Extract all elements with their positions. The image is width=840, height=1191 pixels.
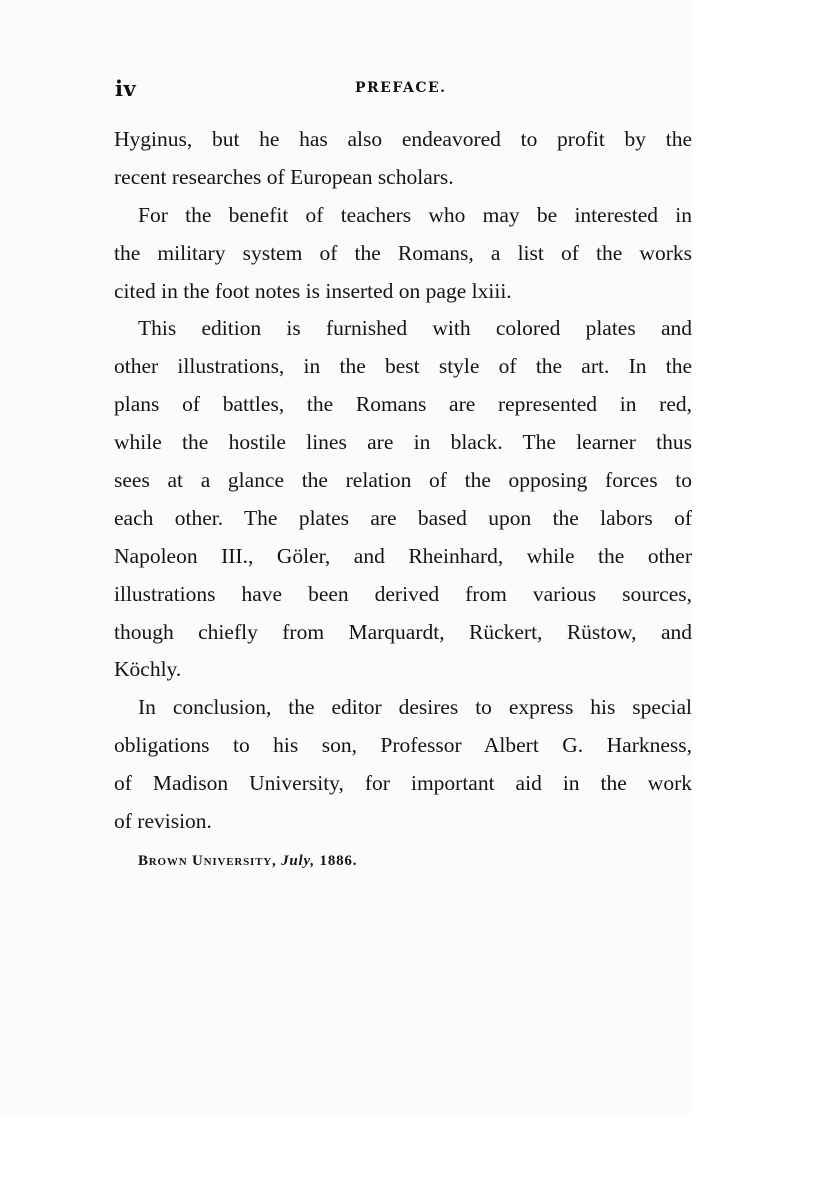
text-line: This edition is furnished with colored plates and bbox=[138, 316, 692, 341]
text-line: obligations to his son, Professor Albert G. Harkness, bbox=[114, 733, 692, 758]
signoff-month: July, bbox=[281, 853, 315, 869]
text-line: while the hostile lines are in black. The learner thus bbox=[114, 430, 692, 455]
page-margin bbox=[690, 0, 840, 1191]
signoff-year: 1886. bbox=[319, 853, 358, 869]
signoff bbox=[138, 853, 357, 870]
page-number: iv bbox=[115, 76, 137, 101]
text-line: sees at a glance the relation of the opposing forces to bbox=[114, 468, 692, 493]
text-line: each other. The plates are based upon the labors of bbox=[114, 505, 692, 530]
text-line: of Madison University, for important aid in the work bbox=[114, 771, 692, 796]
text-line: Hyginus, but he has also endeavored to profit by the bbox=[114, 127, 692, 151]
text-line: cited in the foot notes is inserted on page lxiii. bbox=[114, 278, 512, 303]
preface-body bbox=[114, 121, 692, 841]
text-line: other illustrations, in the best style of the art. In the bbox=[114, 354, 692, 379]
text-line: In conclusion, the editor desires to express his special bbox=[138, 695, 692, 720]
text-line: of revision. bbox=[114, 809, 212, 834]
text-line: recent researches of European scholars. bbox=[114, 164, 454, 189]
running-title: PREFACE. bbox=[355, 80, 447, 96]
text-line: illustrations have been derived from various sources, bbox=[114, 581, 692, 606]
text-line: Köchly. bbox=[114, 657, 182, 682]
text-line: the military system of the Romans, a list of the works bbox=[114, 240, 692, 265]
text-line: plans of battles, the Romans are represented in red, bbox=[114, 392, 692, 417]
running-header bbox=[115, 76, 693, 100]
text-line: though chiefly from Marquardt, Rückert, Rüstow, and bbox=[114, 619, 692, 644]
signoff-place: Brown University, bbox=[138, 853, 277, 869]
text-line: For the benefit of teachers who may be interested in bbox=[138, 202, 692, 227]
text-line: Napoleon III., Göler, and Rheinhard, while the other bbox=[114, 543, 692, 568]
